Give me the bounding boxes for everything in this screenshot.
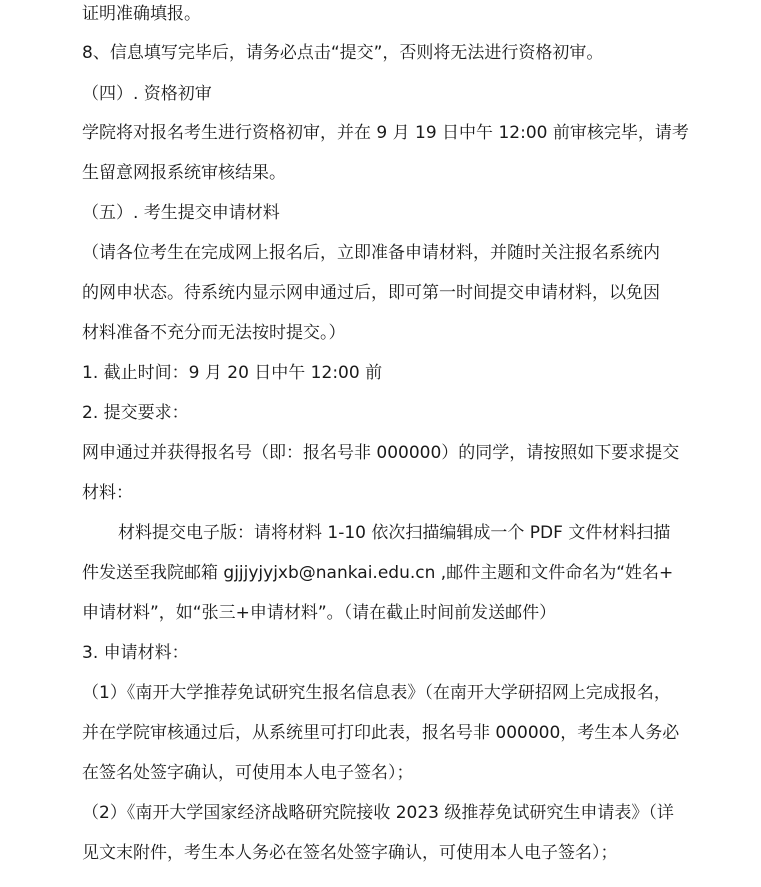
text-line-8: 的网申状态。待系统内显示网申通过后，即可第一时间提交申请材料，以免因 (82, 283, 660, 303)
text-line-13: 材料： (82, 483, 133, 503)
email-line: 件发送至我院邮箱 gjjjyjyjxb@nankai.edu.cn ,邮件主题和文件命名为“姓名+ (82, 563, 674, 583)
materials-heading: 3. 申请材料： (82, 643, 189, 663)
text-line-12: 网申通过并获得报名号（即：报名号非 000000）的同学，请按照如下要求提交 (82, 443, 680, 463)
text-line-1: 证明准确填报。 (82, 4, 201, 24)
text-line-21: （2）《南开大学国家经济战略研究院接收 2023 级推荐免试研究生申请表》（详 (82, 803, 674, 823)
text-line-2: 8、信息填写完毕后，请务必点击“提交”，否则将无法进行资格初审。 (82, 43, 604, 63)
text-line-16: 申请材料”，如“张三+申请材料”。（请在截止时间前发送邮件） (82, 603, 557, 623)
text-line-4: 学院将对报名考生进行资格初审，并在 9 月 19 日中午 12:00 前审核完毕，请考 (82, 123, 689, 143)
text-line-7: （请各位考生在完成网上报名后，立即准备申请材料，并随时关注报名系统内 (82, 243, 660, 263)
text-line-14: 材料提交电子版：请将材料 1-10 依次扫描编辑成一个 PDF 文件材料扫描 (118, 523, 671, 543)
text-line-5: 生留意网报系统审核结果。 (82, 163, 286, 183)
text-line-18: （1）《南开大学推荐免试研究生报名信息表》（在南开大学研招网上完成报名， (82, 683, 671, 703)
text-line-9: 材料准备不充分而无法按时提交。） (82, 323, 346, 343)
requirements-heading: 2. 提交要求： (82, 403, 189, 423)
text-line-19: 并在学院审核通过后，从系统里可打印此表，报名号非 000000，考生本人务必 (82, 723, 680, 743)
section-heading-materials: （五）. 考生提交申请材料 (82, 203, 280, 223)
deadline-line: 1. 截止时间：9 月 20 日中午 12:00 前 (82, 363, 383, 383)
text-line-22: 见文末附件，考生本人务必在签名处签字确认，可使用本人电子签名）； (82, 843, 618, 863)
text-line-20: 在签名处签字确认，可使用本人电子签名）； (82, 763, 414, 783)
section-heading-review: （四）. 资格初审 (82, 84, 212, 104)
